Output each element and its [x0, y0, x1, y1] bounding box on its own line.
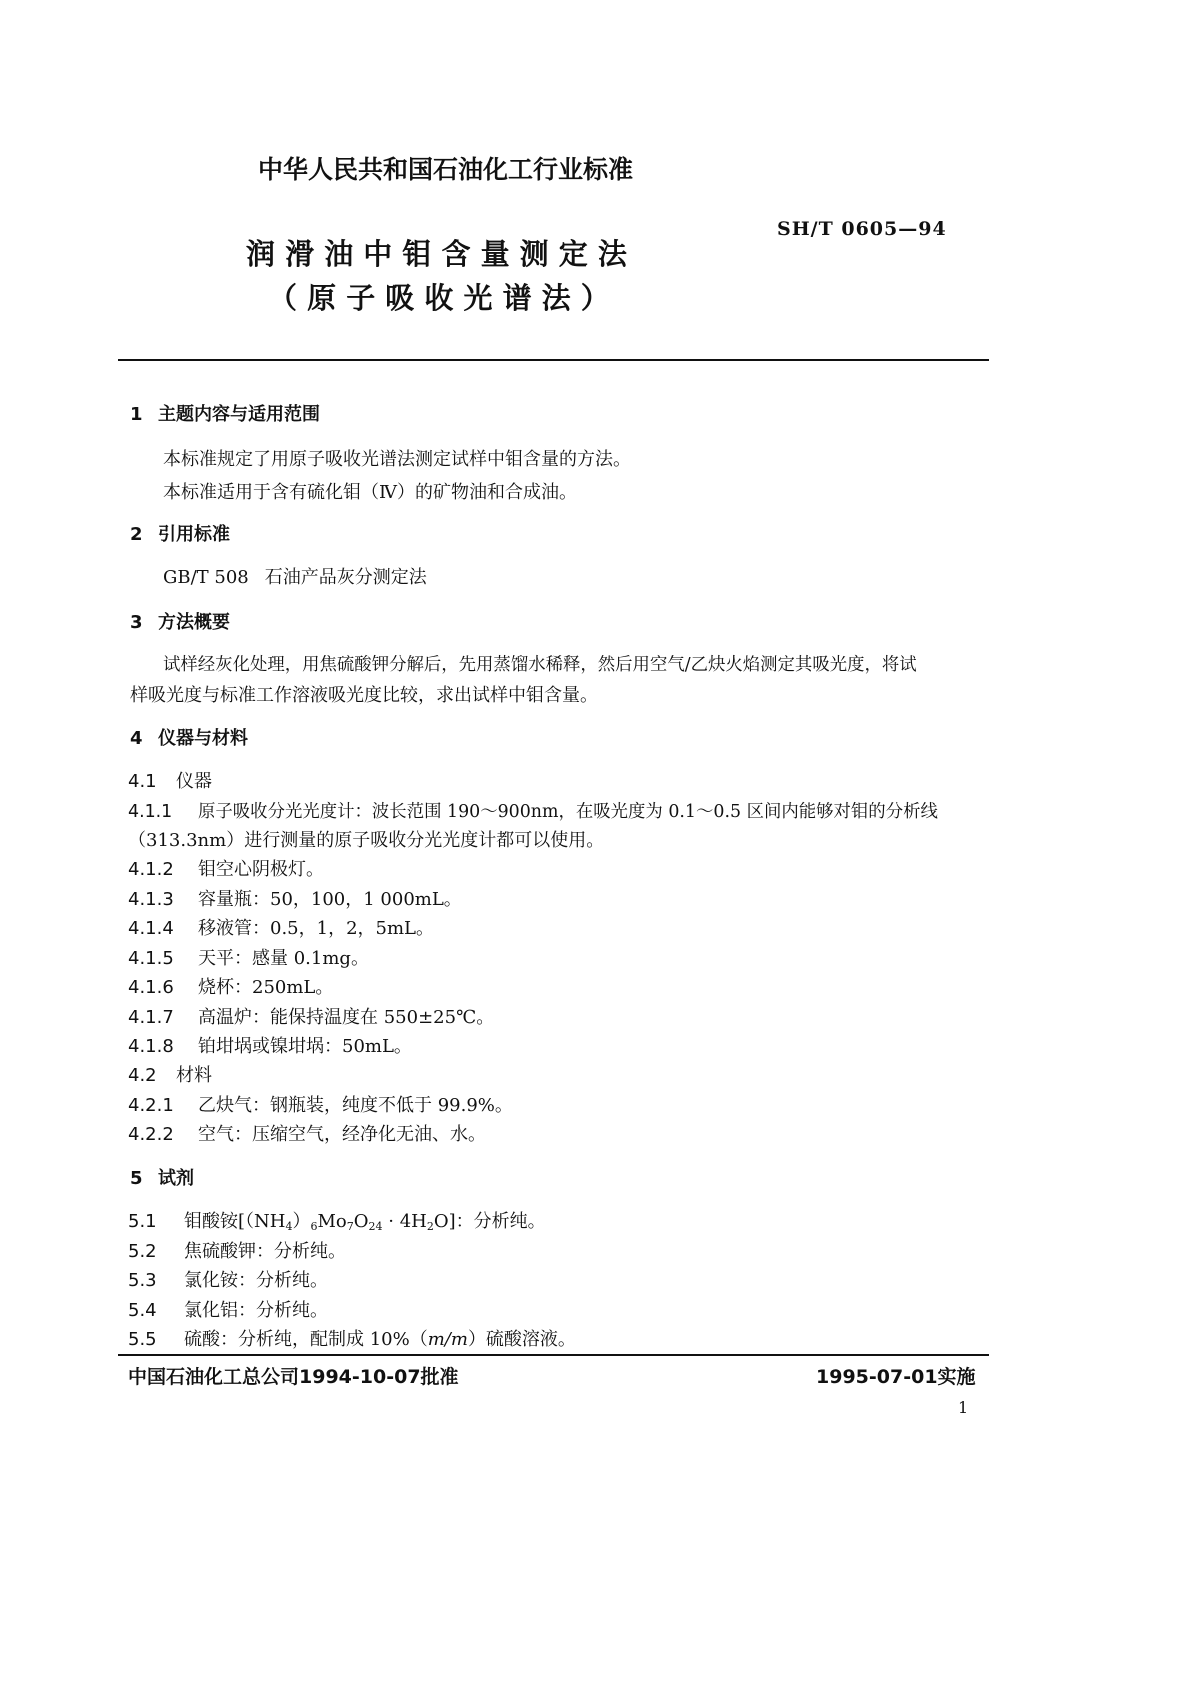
clause-number: 5.2	[128, 1241, 157, 1262]
clause	[128, 1091, 513, 1117]
section-heading	[130, 400, 320, 426]
standard-number: SH/T 0605—94	[777, 218, 947, 240]
section-title: 试剂	[158, 1168, 194, 1189]
clause	[128, 1296, 328, 1322]
clause-continuation: （313.3nm）进行测量的原子吸收分光光度计都可以使用。	[128, 830, 605, 851]
clause-text: 仪器	[176, 771, 212, 792]
subsection-heading	[128, 1061, 212, 1087]
approval-line: 中国石油化工总公司1994-10-07批准	[128, 1366, 459, 1388]
clause-text: 铂坩埚或镍坩埚：50mL。	[198, 1036, 412, 1057]
paragraph: 本标准规定了用原子吸收光谱法测定试样中钼含量的方法。	[163, 449, 631, 470]
clause-text: 钼空心阴极灯。	[198, 859, 324, 880]
clause	[128, 1266, 328, 1292]
clause-number: 5.3	[128, 1270, 157, 1291]
clause	[128, 1325, 576, 1351]
section-title: 仪器与材料	[158, 728, 248, 749]
clause-text: 原子吸收分光光度计：波长范围 190～900nm，在吸光度为 0.1～0.5 区间内能够对钼的分析线	[198, 802, 938, 822]
clause-number: 4.1.2	[128, 859, 174, 880]
chemical-formula: 钼酸铵$[(NH_4)_6Mo_7O_{24} \cdot 4H_2O]$：分析纯。	[184, 1211, 546, 1233]
section-number: 1	[130, 404, 143, 425]
clause-number: 4.1.7	[128, 1007, 174, 1028]
paragraph: 样吸光度与标准工作溶液吸光度比较，求出试样中钼含量。	[130, 685, 598, 706]
clause-number: 4.2	[128, 1065, 157, 1086]
section-number: 5	[130, 1168, 143, 1189]
clause	[128, 885, 462, 911]
clause-number: 4.2.1	[128, 1095, 174, 1116]
section-title: 引用标准	[158, 524, 230, 545]
paragraph: 试样经灰化处理，用焦硫酸钾分解后，先用蒸馏水稀释，然后用空气/乙炔火焰测定其吸光度，将试	[163, 655, 917, 675]
issuer: 中华人民共和国石油化工行业标准	[258, 155, 634, 184]
paragraph: 本标准适用于含有硫化钼（Ⅳ）的矿物油和合成油。	[163, 482, 577, 503]
clause	[128, 1120, 486, 1146]
clause-text: 硫酸：分析纯，配制成 10%（m/m）硫酸溶液。	[184, 1329, 576, 1350]
clause-number: 5.4	[128, 1300, 157, 1321]
subsection-heading	[128, 767, 212, 793]
clause-text: 高温炉：能保持温度在 550±25℃。	[198, 1007, 495, 1028]
clause-number: 4.1.4	[128, 918, 174, 939]
clause-text: 容量瓶：50，100，1 000mL。	[198, 889, 462, 910]
clause-text: 烧杯：250mL。	[198, 977, 334, 998]
clause-number: 4.1.8	[128, 1036, 174, 1057]
clause-number: 5.1	[128, 1211, 157, 1232]
section-number: 4	[130, 728, 143, 749]
clause-text: 焦硫酸钾：分析纯。	[184, 1241, 346, 1262]
clause-number: 4.1	[128, 771, 157, 792]
section-heading	[130, 724, 248, 750]
clause-text: 材料	[176, 1065, 212, 1086]
clause	[128, 973, 333, 999]
reference-item	[163, 563, 427, 589]
section-number: 2	[130, 524, 143, 545]
clause-number: 4.1.5	[128, 948, 174, 969]
doc-subtitle: （ 原 子 吸 收 光 谱 法 ）	[268, 281, 610, 315]
reference-code: GB/T 508	[163, 567, 249, 588]
clause-number: 5.5	[128, 1329, 157, 1350]
section-heading	[130, 520, 230, 546]
effective-date: 1995-07-01实施	[816, 1366, 976, 1388]
clause	[128, 1032, 412, 1058]
clause-text: 乙炔气：钢瓶装，纯度不低于 99.9%。	[198, 1095, 513, 1116]
section-number: 3	[130, 612, 143, 633]
page-number: 1	[958, 1398, 969, 1417]
clause	[128, 1237, 346, 1263]
reference-name: 石油产品灰分测定法	[264, 567, 427, 588]
clause	[128, 914, 434, 940]
clause	[128, 797, 938, 822]
clause	[128, 944, 369, 970]
section-heading	[130, 1164, 194, 1190]
clause-text: 氯化铵：分析纯。	[184, 1270, 328, 1291]
clause-number: 4.1.3	[128, 889, 174, 910]
clause	[128, 1003, 494, 1029]
section-title: 主题内容与适用范围	[158, 404, 320, 425]
clause-text: 氯化铝：分析纯。	[184, 1300, 328, 1321]
clause-number: 4.2.2	[128, 1124, 174, 1145]
clause-text: 移液管：0.5，1，2，5mL。	[198, 918, 435, 939]
footer-rule	[118, 1354, 989, 1356]
clause	[128, 855, 324, 881]
doc-title: 润 滑 油 中 钼 含 量 测 定 法	[246, 237, 627, 271]
section-heading	[130, 608, 230, 634]
clause-text: 空气：压缩空气，经净化无油、水。	[198, 1124, 486, 1145]
clause	[128, 1207, 546, 1233]
clause-text: 天平：感量 0.1mg。	[198, 948, 369, 969]
clause-number: 4.1.6	[128, 977, 174, 998]
section-title: 方法概要	[158, 612, 230, 633]
clause-number: 4.1.1	[128, 802, 173, 822]
header-rule	[118, 359, 989, 361]
